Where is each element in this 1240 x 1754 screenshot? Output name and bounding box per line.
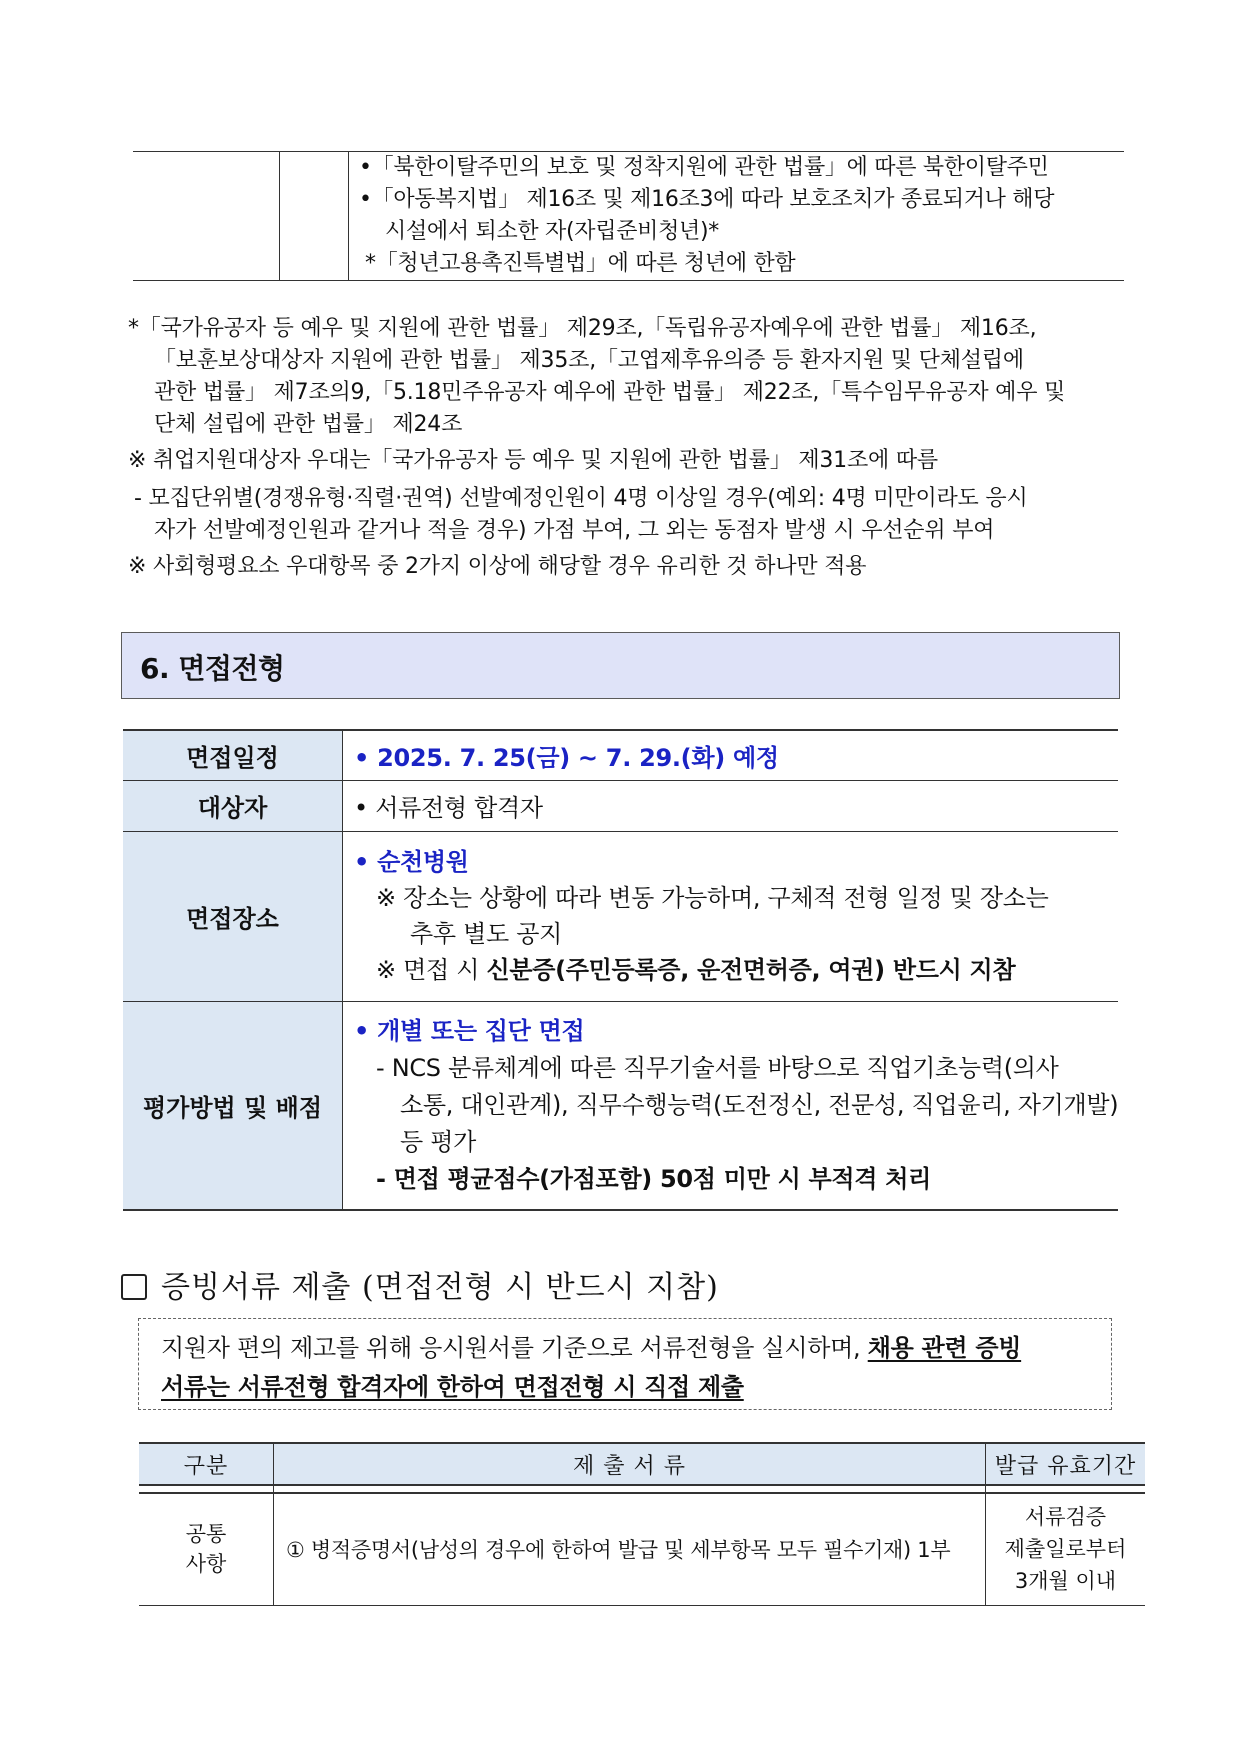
- method-value: • 개별 또는 집단 면접: [354, 1016, 585, 1045]
- table-row: [123, 780, 1118, 831]
- target-value: • 서류전형 합격자: [354, 794, 543, 822]
- notice-line: 서류는 서류전형 합격자에 한하여 면접전형 시 직접 제출: [161, 1373, 744, 1401]
- method-cutoff: - 면접 평균점수(가점포함) 50점 미만 시 부적격 처리: [376, 1164, 931, 1193]
- id-note: ※ 면접 시 신분증(주민등록증, 운전면허증, 여권) 반드시 지참: [376, 956, 1016, 984]
- bonus-note: - 모집단위별(경쟁유형·직렬·권역) 선발예정인원이 4명 이상일 경우(예외: 4명 미만이라도 응시: [134, 486, 1028, 511]
- schedule-label: 면접일정: [123, 730, 343, 780]
- row-doc: ① 병적증명서(남성의 경우에 한하여 발급 및 세부항목 모두 필수기재) 1부: [274, 1493, 986, 1605]
- law-note: 관한 법률」 제7조의9,「5.18민주유공자 예우에 관한 법률」 제22조,「특수임무유공자 예우 및: [154, 380, 1066, 405]
- footnote: *「청년고용촉진특별법」에 따른 청년에 한함: [365, 251, 796, 276]
- place-note: ※ 장소는 상황에 따라 변동 가능하며, 구체적 전형 일정 및 장소는: [376, 884, 1049, 912]
- schedule-value: • 2025. 7. 25(금) ~ 7. 29.(화) 예정: [354, 743, 779, 772]
- target-label: 대상자: [123, 780, 343, 831]
- law-note: 「보훈보상대상자 지원에 관한 법률」 제35조,「고엽제후유의증 등 환자지원 및 단체설립에: [154, 348, 1024, 373]
- employment-note: ※ 취업지원대상자 우대는「국가유공자 등 예우 및 지원에 관한 법률」 제31조에 따름: [128, 448, 938, 473]
- eligibility-list: [349, 152, 1125, 281]
- method-detail: 등 평가: [400, 1127, 476, 1156]
- method-label: 평가방법 및 배점: [123, 1001, 343, 1210]
- place-note: 추후 별도 공지: [410, 920, 562, 948]
- section-header: [121, 632, 1120, 699]
- table-row: [123, 1001, 1118, 1210]
- col-category: 구분: [139, 1443, 274, 1485]
- table-row: [123, 730, 1118, 780]
- documents-heading: 증빙서류 제출 (면접전형 시 반드시 지참): [121, 1262, 719, 1306]
- checkbox-square-icon: [121, 1274, 147, 1300]
- method-detail: - NCS 분류체계에 따른 직무기술서를 바탕으로 직업기초능력(의사: [376, 1053, 1059, 1082]
- place-label: 면접장소: [123, 831, 343, 1001]
- section-title: 6. 면접전형: [140, 652, 285, 685]
- interview-table: [123, 729, 1118, 1211]
- list-item: •「북한이탈주민의 보호 및 정착지원에 관한 법률」에 따른 북한이탈주민: [359, 155, 1049, 180]
- list-item: •「아동복지법」 제16조 및 제16조3에 따라 보호조치가 종료되거나 해당: [359, 187, 1055, 212]
- documents-table: [139, 1442, 1145, 1606]
- table-header-row: [139, 1443, 1145, 1485]
- table-cell-empty: [280, 152, 349, 281]
- table-row: [123, 831, 1118, 1001]
- eligibility-table: [133, 151, 1124, 281]
- notes-block: [128, 313, 1128, 583]
- col-validity: 발급 유효기간: [986, 1443, 1146, 1485]
- table-cell-empty: [133, 152, 280, 281]
- col-docs: 제 출 서 류: [274, 1443, 986, 1485]
- notice-line: 지원자 편의 제고를 위해 응시원서를 기준으로 서류전형을 실시하며, 채용 관련 증빙: [161, 1334, 1022, 1362]
- row-category: 공통 사항: [139, 1493, 274, 1605]
- method-detail: 소통, 대인관계), 직무수행능력(도전정신, 전문성, 직업윤리, 자기개발): [400, 1090, 1119, 1119]
- row-validity: 서류검증 제출일로부터 3개월 이내: [986, 1493, 1146, 1605]
- documents-notice: [138, 1318, 1112, 1410]
- table-row: [139, 1493, 1145, 1605]
- law-note: 단체 설립에 관한 법률」 제24조: [154, 412, 463, 437]
- bonus-note: 자가 선발예정인원과 같거나 적을 경우) 가점 부여, 그 외는 동점자 발생 시 우선순위 부여: [154, 518, 995, 543]
- place-value: • 순천병원: [354, 848, 469, 876]
- list-item: 시설에서 퇴소한 자(자립준비청년)*: [385, 219, 719, 244]
- law-note: *「국가유공자 등 예우 및 지원에 관한 법률」 제29조,「독립유공자예우에 관한 법률」 제16조,: [128, 316, 1037, 341]
- social-note: ※ 사회형평요소 우대항목 중 2가지 이상에 해당할 경우 유리한 것 하나만 적용: [128, 554, 867, 579]
